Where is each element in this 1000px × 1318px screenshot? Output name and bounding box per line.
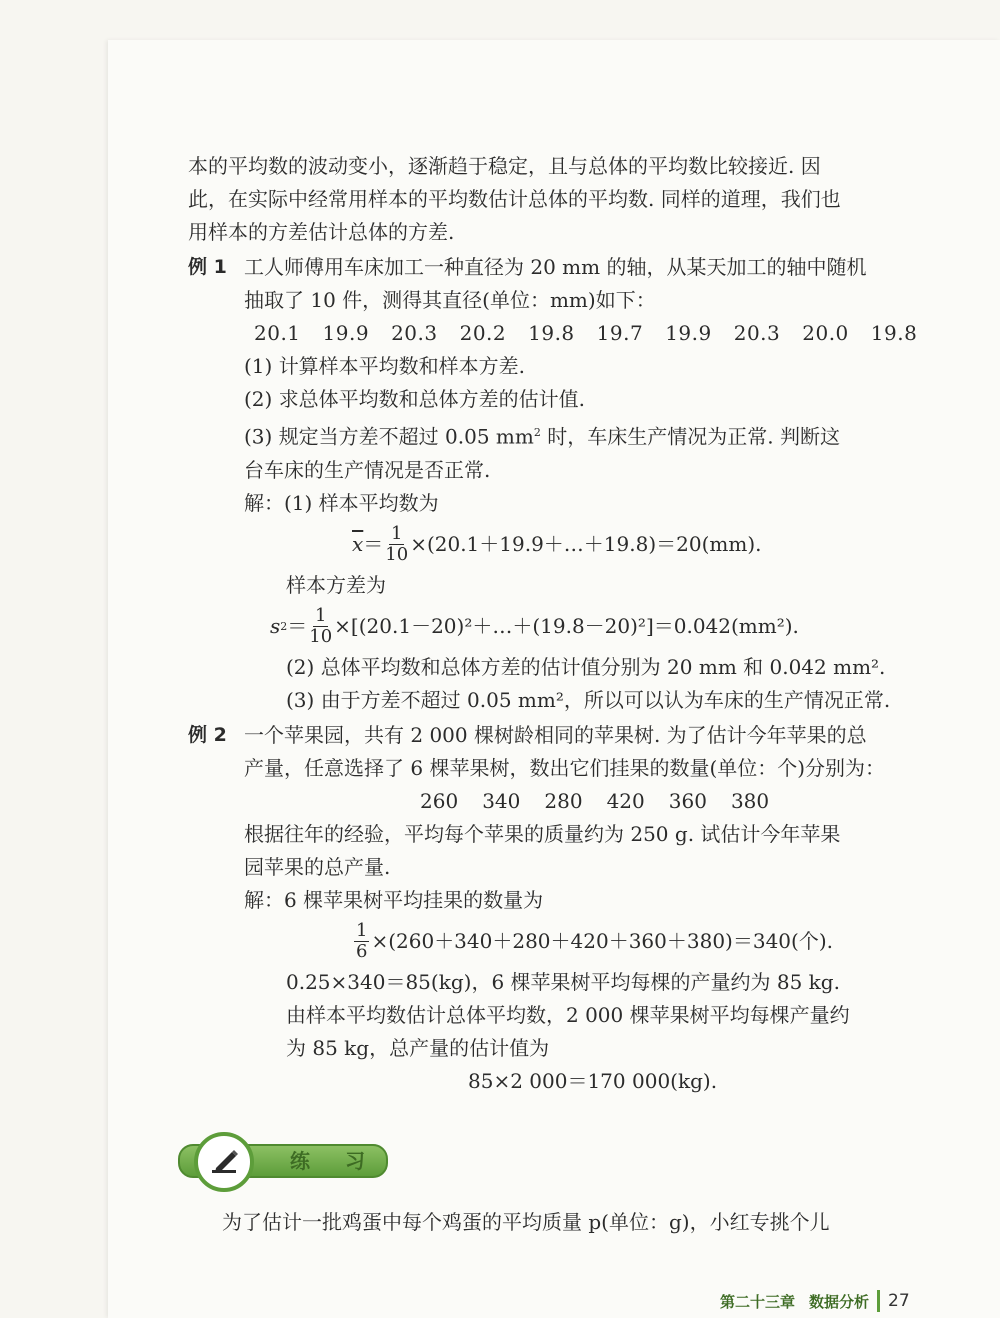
data-value: 19.8 [870,321,918,345]
pencil-icon [194,1132,254,1192]
data-value: 280 [544,788,583,813]
fraction: $\frac{1}{6}$ [356,919,368,962]
data-value: 20.3 [733,321,781,345]
solution-3: (3) 由于方差不超过 0.05 mm²，所以可以认为车床的生产情况正常. [286,687,891,712]
question-2: (2) 求总体平均数和总体方差的估计值. [244,387,586,411]
data-value: 19.9 [322,321,370,345]
example-2-calc-1: 0.25×340＝85(kg)，6 棵苹果树平均每棵的产量约为 85 kg. [286,969,840,994]
data-value: 340 [482,788,521,813]
example-2-calc-4: 85×2 000＝170 000(kg). [468,1068,718,1093]
data-value: 19.9 [665,321,712,345]
example-2 [188,719,908,1098]
x-bar: $\overline{x}$ [352,531,364,556]
question-3-cont: 台车床的生产情况是否正常. [244,457,491,482]
data-value: 20.1 [254,321,301,345]
intro-line-1: 本的平均数的波动变小，逐渐趋于稳定，且与总体的平均数比较接近. 因 [188,154,821,178]
mean-expression: ×(20.1＋19.9＋…＋19.8)＝20(mm). [410,531,762,556]
data-value: 20.2 [459,321,507,345]
variance-label: 样本方差为 [286,572,386,597]
example-2-line-2: 产量，任意选择了 6 棵苹果树，数出它们挂果的数量(单位：个)分别为： [244,755,886,780]
example-2-line-1: 一个苹果园，共有 2 000 棵树龄相同的苹果树. 为了估计今年苹果的总 [244,722,867,747]
apple-mean-expression: ×(260＋340＋280＋420＋360＋380)＝340(个). [371,928,833,953]
example-2-calc-3: 为 85 kg，总产量的估计值为 [286,1035,550,1060]
fraction: $\frac{1}{10}$ [309,604,333,647]
mean-formula: $\overline{x}$ ＝ $\frac{1}{10}$ ×(20.1＋19.9＋…＋19.8)＝20(mm). [352,522,762,565]
data-value: 260 [420,788,459,813]
intro-line-2: 此，在实际中经常用样本的平均数估计总体的平均数. 同样的道理，我们也 [188,187,841,211]
apple-mean-formula [244,921,908,962]
example-2-data [244,785,908,818]
page-number: 27 [888,1291,910,1311]
example-1-line-2: 抽取了 10 件，测得其直径(单位：mm)如下： [244,288,656,312]
page-footer [720,1290,910,1312]
question-1: (1) 计算样本平均数和样本方差. [244,354,526,378]
example-2-calc-2: 由样本平均数估计总体平均数，2 000 棵苹果树平均每棵产量约 [286,1002,850,1027]
variance-formula: s 2 ＝ $\frac{1}{10}$ ×[(20.1－20)²＋…＋(19.8－20)²]＝0.042(mm²). [270,604,799,647]
data-value: 380 [730,788,770,813]
example-2-label: 例 2 [188,723,227,746]
example-1-data [244,317,939,350]
data-value: 420 [606,788,645,813]
intro-line-3: 用样本的方差估计总体的方差. [188,220,455,244]
solution-1: 解：(1) 样本平均数为 [244,490,439,515]
example-1-line-1: 工人师傅用车床加工一种直径为 20 mm 的轴，从某天加工的轴中随机 [244,255,867,279]
question-3: (3) 规定当方差不超过 0.05 $mm^2$ 时，车床生产情况为正常. 判断这 [244,424,840,449]
data-value: 20.0 [802,321,849,345]
practice-title: 练 习 [290,1149,379,1173]
page-content [188,150,918,1098]
solution-2: (2) 总体平均数和总体方差的估计值分别为 20 mm 和 0.042 mm². [286,654,886,679]
data-value: 20.3 [391,321,438,345]
variance-expression: ×[(20.1－20)²＋…＋(19.8－20)²]＝0.042(mm²). [334,613,799,638]
footer-divider [877,1290,880,1312]
section-label: 数据分析 [809,1292,870,1311]
example-2-line-4: 园苹果的总产量. [244,854,391,879]
chapter-label: 第二十三章 [720,1292,796,1311]
data-value: 19.8 [528,321,575,345]
data-value: 19.7 [596,321,644,345]
fraction: $\frac{1}{10}$ [385,522,409,565]
example-1 [188,251,918,717]
s-symbol: s [270,613,281,638]
practice-text: 为了估计一批鸡蛋中每个鸡蛋的平均质量 p(单位：g)，小红专挑个儿 [222,1210,830,1234]
example-1-label: 例 1 [188,256,227,278]
example-2-solution: 解：6 棵苹果树平均挂果的数量为 [244,887,544,912]
data-value: 360 [668,788,707,813]
example-2-line-3: 根据往年的经验，平均每个苹果的质量约为 250 g. 试估计今年苹果 [244,821,841,846]
